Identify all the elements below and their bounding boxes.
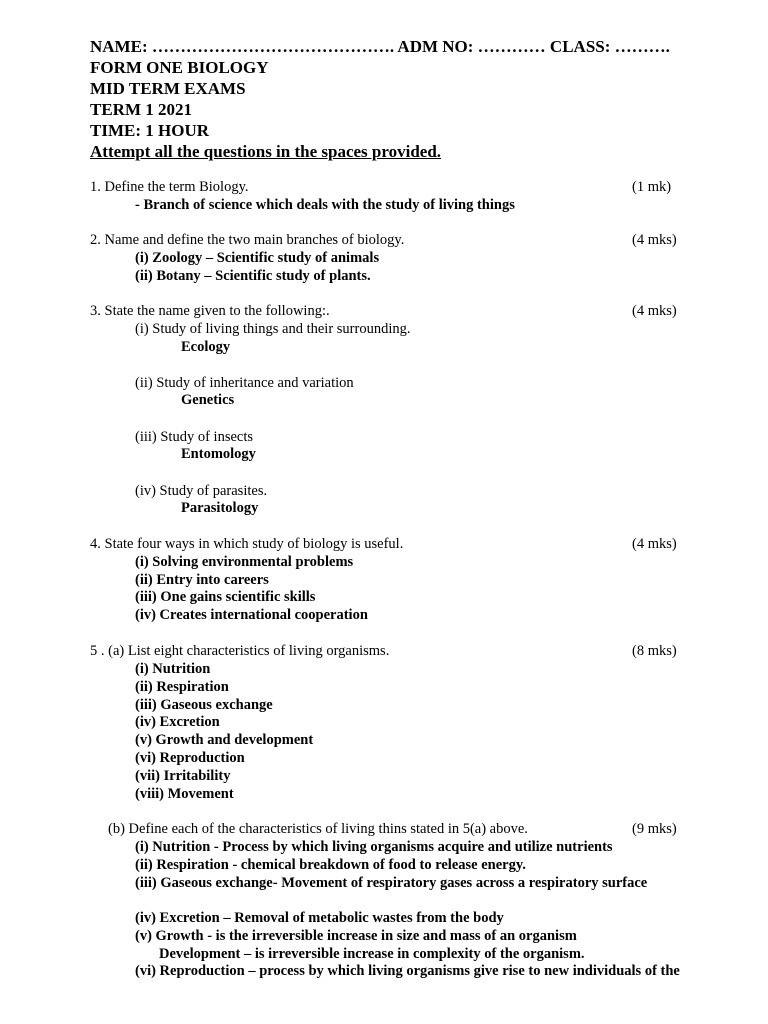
- name-adm-class-line: NAME: ……………………………………. ADM NO: ………… CLASS: ……….: [90, 37, 670, 56]
- question-3-part-answer: Ecology: [181, 339, 231, 355]
- question-5a-marks: (8 mks): [632, 643, 677, 659]
- question-5a-answer: (vi) Reproduction: [135, 750, 245, 766]
- question-4-answer: (ii) Entry into careers: [135, 572, 269, 588]
- question-5b-answer: (v) Growth - is the irreversible increase in size and mass of an organism: [135, 928, 577, 944]
- question-2-answer: (ii) Botany – Scientific study of plants.: [135, 268, 371, 284]
- question-5a-answer: (vii) Irritability: [135, 768, 231, 784]
- subject-title: FORM ONE BIOLOGY: [90, 58, 269, 77]
- question-3-part-answer: Genetics: [181, 392, 235, 408]
- question-5b-answer-continued: Development – is irreversible increase in complexity of the organism.: [159, 946, 585, 962]
- question-5b-marks: (9 mks): [632, 821, 677, 837]
- question-5a-answer: (iii) Gaseous exchange: [135, 697, 273, 713]
- question-1-answer: - Branch of science which deals with the study of living things: [135, 197, 515, 213]
- question-5b: (b) Define each of the characteristics of living thins stated in 5(a) above.: [108, 821, 528, 837]
- exam-title: MID TERM EXAMS: [90, 79, 246, 98]
- question-4-answer: (i) Solving environmental problems: [135, 554, 354, 570]
- question-1-marks: (1 mk): [632, 179, 672, 195]
- question-3-part-answer: Entomology: [181, 446, 256, 462]
- question-2-answer: (i) Zoology – Scientific study of animals: [135, 250, 380, 266]
- question-4: 4. State four ways in which study of biology is useful.: [90, 536, 404, 552]
- question-5b-answer: (iii) Gaseous exchange- Movement of respiratory gases across a respiratory surface: [135, 875, 648, 891]
- question-5a-answer: (v) Growth and development: [135, 732, 314, 748]
- question-3-marks: (4 mks): [632, 303, 677, 319]
- question-5b-answer: (i) Nutrition - Process by which living organisms acquire and utilize nutrients: [135, 839, 613, 855]
- question-4-answer: (iii) One gains scientific skills: [135, 589, 316, 605]
- question-5b-answer: (vi) Reproduction – process by which living organisms give rise to new individuals of the: [135, 963, 680, 979]
- question-5a: 5 . (a) List eight characteristics of living organisms.: [90, 643, 390, 659]
- time-allowed: TIME: 1 HOUR: [90, 121, 209, 140]
- question-5a-answer: (i) Nutrition: [135, 661, 211, 677]
- question-4-answer: (iv) Creates international cooperation: [135, 607, 368, 623]
- question-3: 3. State the name given to the following:.: [90, 303, 330, 319]
- question-2-marks: (4 mks): [632, 232, 677, 248]
- instructions: Attempt all the questions in the spaces provided.: [90, 142, 442, 161]
- question-3-part-prompt: (iv) Study of parasites.: [135, 483, 268, 499]
- question-3-part-prompt: (i) Study of living things and their surrounding.: [135, 321, 411, 337]
- question-3-part-prompt: (iii) Study of insects: [135, 429, 254, 445]
- question-3-part-answer: Parasitology: [181, 500, 259, 516]
- question-5b-answer: (ii) Respiration - chemical breakdown of food to release energy.: [135, 857, 526, 873]
- term-title: TERM 1 2021: [90, 100, 192, 119]
- question-1: 1. Define the term Biology.: [90, 179, 249, 195]
- question-5a-answer: (iv) Excretion: [135, 714, 220, 730]
- question-5b-answer: (iv) Excretion – Removal of metabolic wastes from the body: [135, 910, 504, 926]
- question-5a-answer: (viii) Movement: [135, 786, 234, 802]
- question-5a-answer: (ii) Respiration: [135, 679, 229, 695]
- question-2: 2. Name and define the two main branches of biology.: [90, 232, 405, 248]
- question-3-part-prompt: (ii) Study of inheritance and variation: [135, 375, 354, 391]
- question-4-marks: (4 mks): [632, 536, 677, 552]
